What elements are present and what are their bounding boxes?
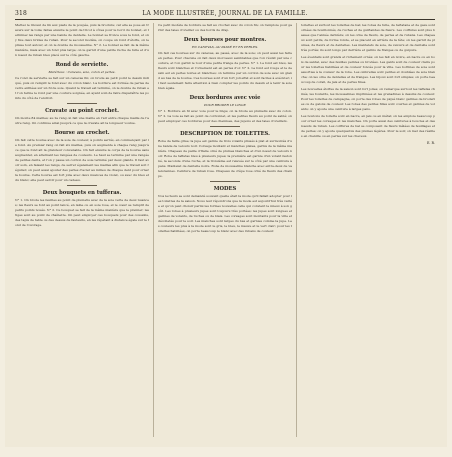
section-heading: Deux bouquets en tufferas. [42,190,122,196]
section-heading: MODES [213,186,237,192]
intro-paragraph: Mettez le linceul de lin aux pieds de la poupée, puis la brodure; car elle se pose en travers sur la toile; faites ensuite le point de tricot à côtes pour le bord du bonnet, et terminez les rangs par une bande de dentelle. Le bonnet se fronce sous le fond, et on y fixe deux brides de ruban. Pour le second modèle, on coupe un rond d'étoffe, on le plisse tout autour, et on le double de mousseline. N° 2. Le bonnet se fait de la même manière, mais avec un fond plus large; on le garnit d'une petite ruche de tulle et d'un nœud de ruban bleu placé sur le côté gauche. [15,23,149,57]
body-paragraph: Ce petit modèle de bordure se fait au crochet avec du coton fin; on l'emploie pour garnir des taies d'oreiller ou des bords de drap. [158,23,292,32]
column-divider [153,23,154,437]
section-separator [210,126,240,127]
section-heading: DESCRIPTION DE TOILETTES. [180,131,270,137]
section-subheading: Matériaux : Canevas, soie, coton et perles. [48,70,116,74]
body-paragraph: Les éventails sont grands et richement ornés; on les fait en ivoire, en nacre ou en bois de santal, avec des feuilles peintes ou brodées. Les gants sont de couleur claire pour les toilettes habillées et de couleur foncée pour la ville. Les bottines de soie sont assorties à la couleur de la robe. Les ombrelles sont petites et doublées de soie blanche; on les orne de dentelles et de franges. Les bijoux sont fort simples; on porte beaucoup de corail, de jais et de perles fines. [301,55,435,84]
section-separator [67,185,97,186]
column-divider [296,23,297,437]
page-header [15,10,435,19]
body-paragraph: On monte 84 mailles; au 2e rang on fait une maille en l'air entre chaque maille de l'autre rang. On continue ainsi jusqu'à ce que la cravate ait la longueur voulue. [15,116,149,125]
body-paragraph: Nos lecteurs se sont demandé souvent quelle était la mode qu'il fallait adopter pour les toilettes de la saison. Nous leur répondrons que la mode est aujourd'hui très variée et qu'on peut choisir parmi les formes nouvelles celle qui convient le mieux à son goût. Les robes à plusieurs jupes sont toujours très portées; les jupes sont longues et garnies de volants, de ruches ou de biais. Les corsages sont montants pour la ville et décolletés pour le soir. Les manches sont larges du bas et garnies comme la jupe. Les couleurs les plus à la mode sont le gris, le bleu, le mauve et le vert clair; pour les toilettes habillées, on porte beaucoup le blanc avec des rubans de couleur. [158,194,292,233]
column-middle [158,23,292,437]
body-paragraph: N° 1. On brode les feuilles au point de plumetis avec de la soie verte de deux nuances; les fleurs se font au point lancé, en laine ou en soie rose, et le cœur se remplit de petits points noués. N° 2. Ce bouquet se fait de la même manière que le premier; les tiges sont au point de chaînette. On peut employer ces bouquets pour des coussins, des tapis de table ou des dessus de fauteuils, en les répétant à distance égale sur le fond de l'ouvrage. [15,198,149,227]
body-paragraph: Les nouvelles étoffes de la saison sont fort jolies; on remarque surtout les taffetas chinés, les foulards, les mousselines imprimées et les grenadines à dessins de couleur. Pour les toilettes de campagne, on porte des robes de piqué blanc garnies de broderies ou de galons de couleur. Les robes des petites filles sont courtes et garnies de volants; on y ajoute une ceinture à larges pans. [301,87,435,111]
body-paragraph: Les boutons de toilette sont en nacre, en jais ou en métal; on les emploie beaucoup pour orner les corsages et les manches. On porte aussi des ceintures à boucles et des nœuds de ruban. Les coiffures de bal se composent de fleurs mêlées de feuillages et de perles; on y ajoute quelquefois des plumes légères. Pour le soir, on met des résilles en chenille ou en perles sur les cheveux. [301,114,435,138]
section-heading: Cravate au point crochet. [45,108,119,114]
body-paragraph: On fait cette bourse avec de la soie de couleur, à points serrés, en commençant par le fond. Au premier rang on fait six mailles, puis on augmente à chaque rang jusqu'à ce que le fond ait la grandeur convenable. On fait ensuite le corps de la bourse sans augmenter, en alternant les rangées de couleurs. Le haut se termine par une rangée de petites dents, et l'on y passe un cordon de soie terminé par deux glands. Il faut avoir soin, en faisant les rangs, de serrer également les mailles afin que le travail soit régulier; on peut aussi ajouter des perles d'acier au milieu de chaque dent pour orner la bourse. Cette bourse est fort jolie avec deux nuances de violet, ou avec du bleu et du blanc; elle peut servir pour un cadeau. [15,138,149,182]
header-rule [15,19,435,20]
section-separator [67,103,97,104]
column-right [301,23,435,437]
page-number: 318 [15,10,28,17]
running-title: LA MODE ILLUSTRÉE, JOURNAL DE LA FAMILLE. [142,10,308,17]
section-heading: Rond de serviette. [55,62,109,68]
section-heading: Deux bordures avec voie [189,95,261,101]
column-left [15,23,149,437]
body-paragraph: N° 1. Bordure en fil avec voie pour le linge; on la brode au plumetis avec du coton. N° 2. La voie se fait au point de cordonnet, et les petites fleurs au point de sablé; on peut employer ces bordures pour des chemises, des jupons et des taies d'oreillers. [158,109,292,123]
author-signature: E. R. [426,141,435,145]
section-heading: Bourse au crochet. [54,130,110,136]
section-separator [210,181,240,182]
body-paragraph: On fait ces bourses sur du canevas, au passé, avec de la soie; on peut aussi les faire en perles. Pour chacune on fait deux morceaux semblables que l'on réunit par une couture, et l'on garnit le tour d'une petite frange de perles. N° 1. Le fond est bleu, les fleurs sont blanches et l'ornement est en perles d'or. N° 2. Le fond est rouge et le dessin est en perles noires et blanches; on termine par un cordon de soie avec un gland au bas de la bourse. Ces bourses sont d'un fort joli effet et sont faciles à exécuter; il faut seulement faire attention à bien compter les points du dessin et à tenir la soie bien égale. [158,51,292,90]
body-paragraph: toilettes et surtout les toilettes de bal; les robes de tulle, de tarlatane et de gaze sont ornées de bouillonnés, de ruches et de guirlandes de fleurs. Les coiffures sont plus basses que l'année dernière; on les orne de fleurs, de perles et de rubans. Les chapeaux sont petits, de forme ronde, et se placent en arrière de la tête; on les garnit de plumes, de fleurs et de dentelles. Les mantelets de soie, de velours et de dentelle sont très portés; ils sont longs par derrière et garnis de franges ou de guipure. [301,23,435,52]
newspaper-page [5,5,447,447]
body-paragraph: Robe de faille grise; la jupe est garnie de trois volants plissés à plat et surmontés d'une bande de velours noir. Corsage montant et manches plates, garnis de la même manière. Chapeau de paille d'Italie orné de plumes blanches et d'un nœud de velours noir. Robe de taffetas bleu à plusieurs jupes; la première est garnie d'un volant festonné, la seconde d'une ruche, et la troisième est relevée sur le côté par une ceinture à pans. Mantelet de dentelle noire. Robe de mousseline blanche avec entre-deux de valenciennes. Ceinture de ruban rose. Chapeau de crêpe rose orné de fleurs des champs. [158,139,292,178]
body-paragraph: Ce rond de serviette se fait sur un canevas fin; on brode au petit point le dessin indiqué, puis on remplit le fond avec du coton blanc. La bordure est formée de perles de verre enfilées sur un fil de soie. Quand le travail est terminé, on le double de ruban et l'on ferme le rond par une couture soignée, en ayant soin de faire disparaître les points du côté de l'endroit. [15,76,149,100]
section-heading: Deux bourses pour montres. [183,37,267,43]
section-subheading: POUR BRODER LE LINGE [204,103,246,107]
section-subheading: EN CANEVAS, AU PASSÉ ET EN PERLES. [191,45,259,49]
